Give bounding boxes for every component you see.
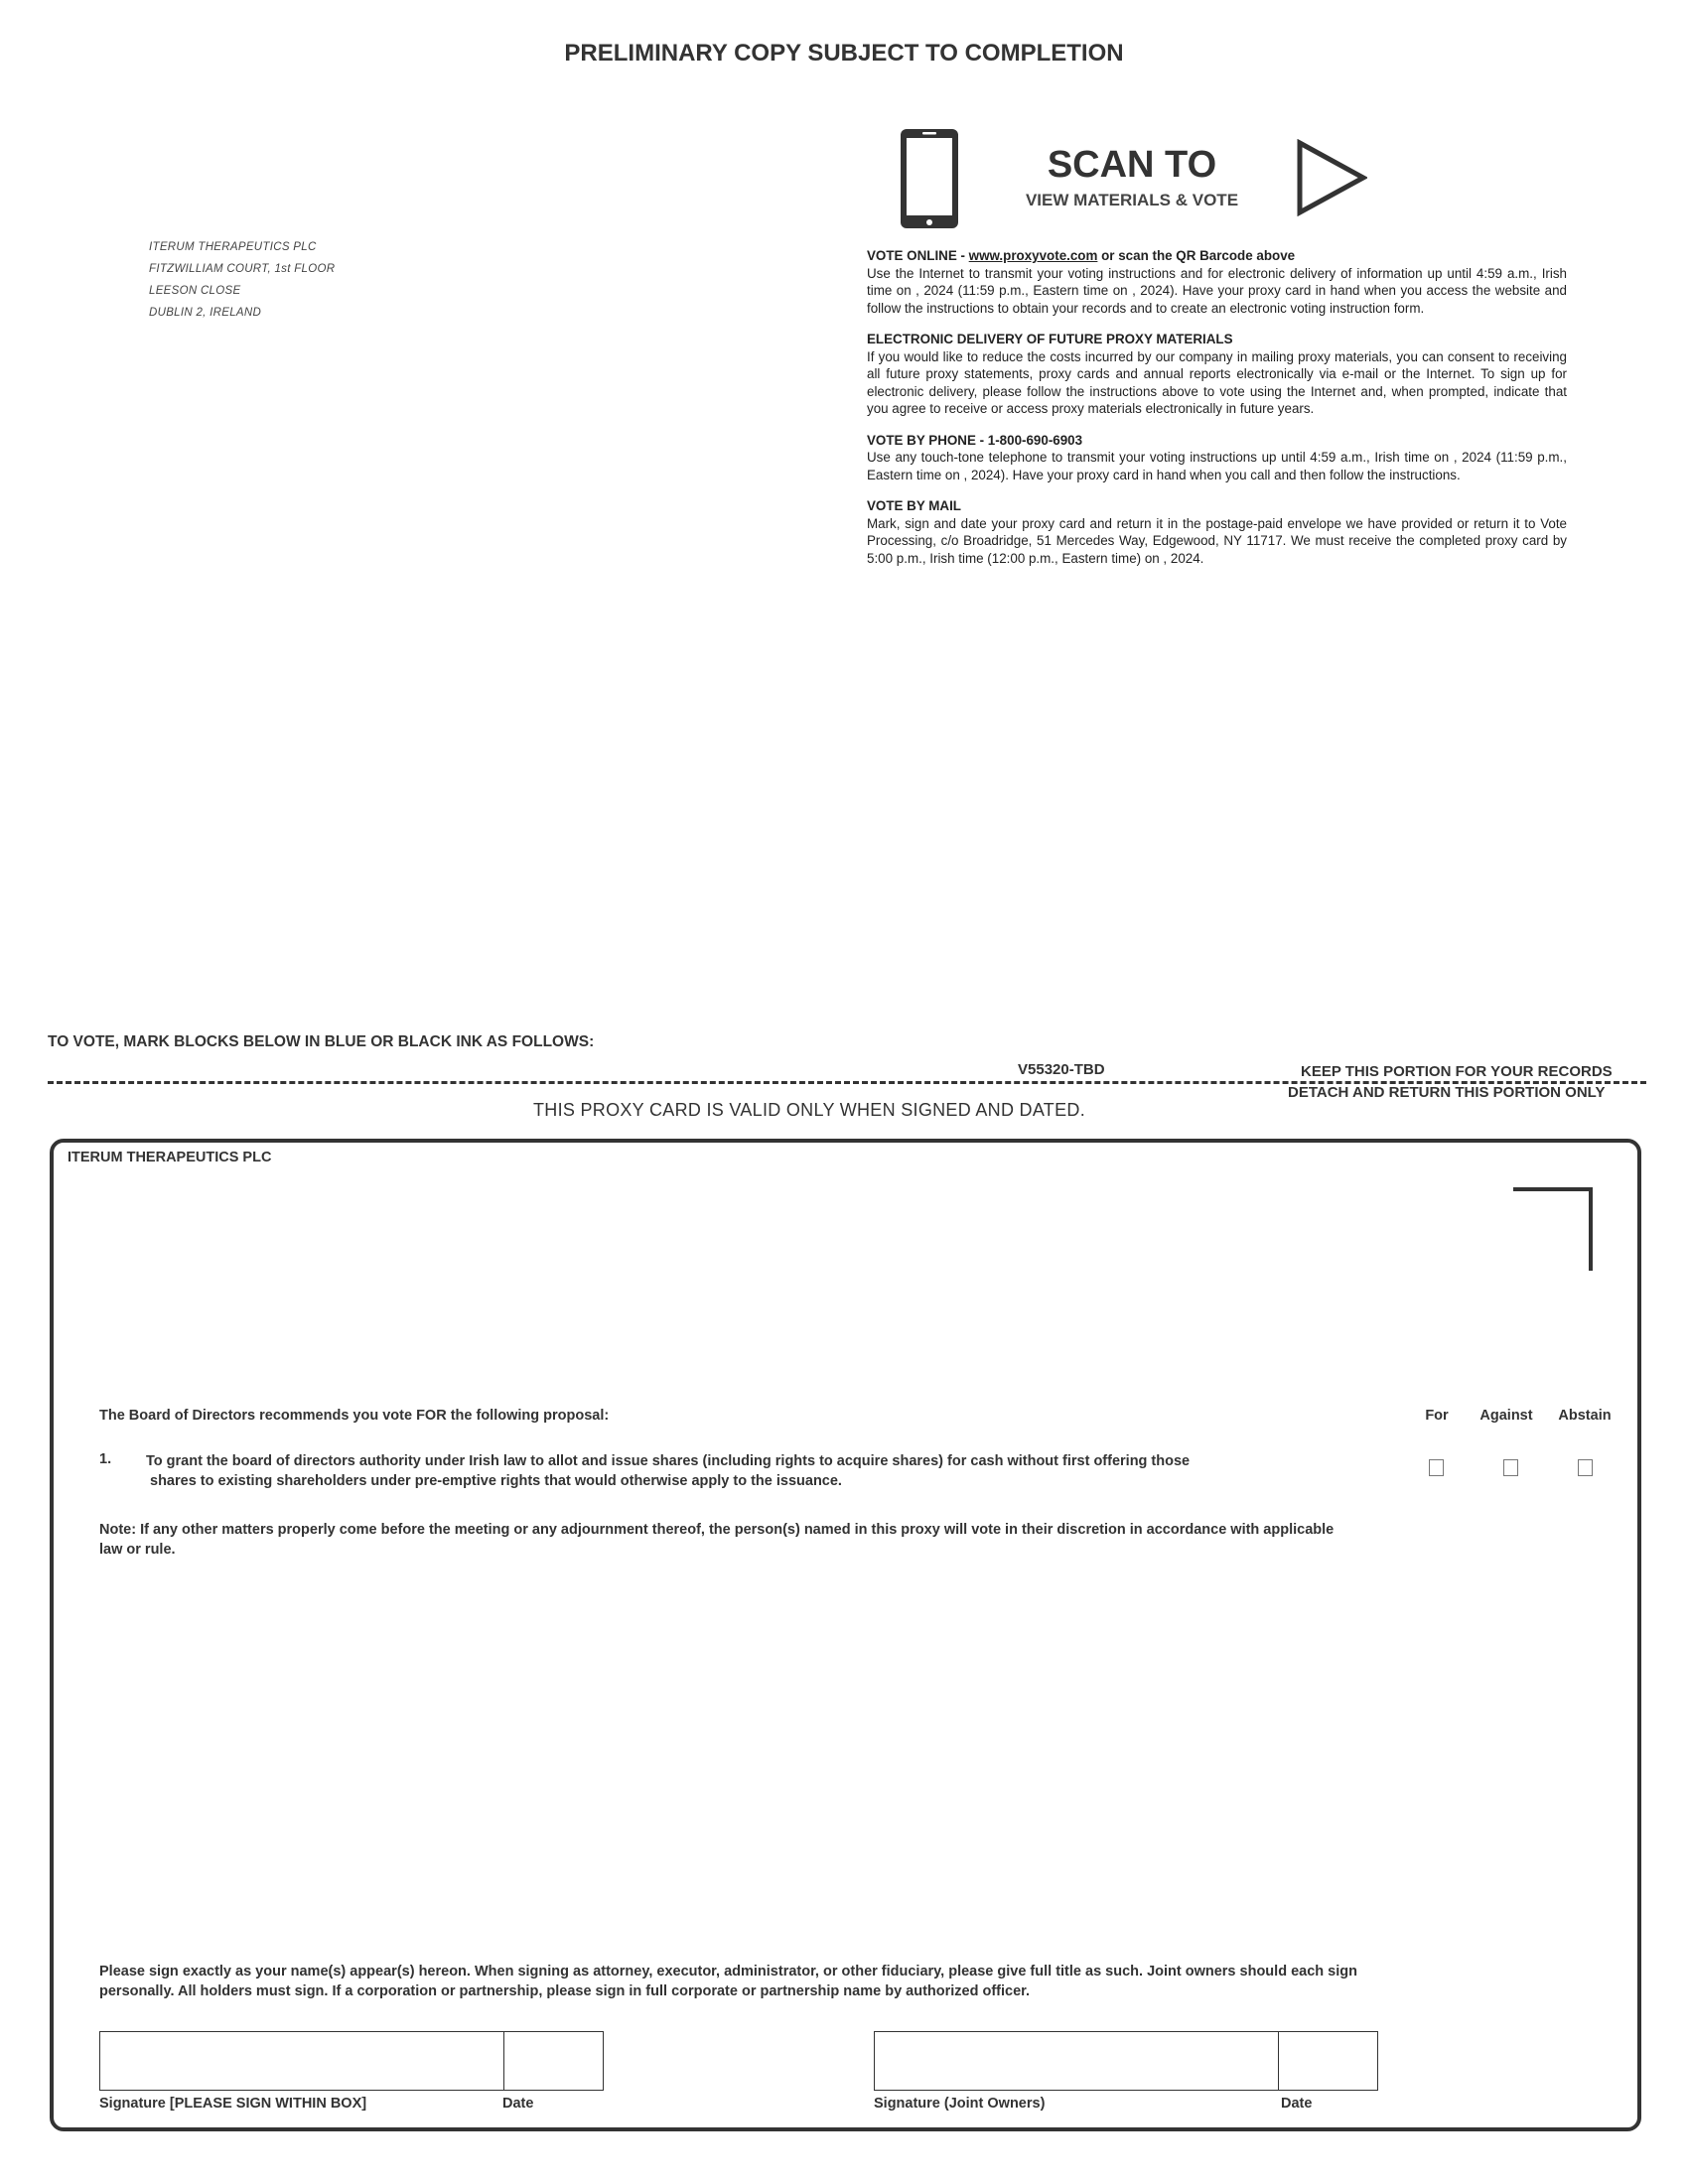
heading-suffix: or scan the QR Barcode above xyxy=(1097,248,1296,263)
joint-date-label: Date xyxy=(1281,2096,1313,2112)
column-header-for: For xyxy=(1425,1408,1449,1424)
electronic-delivery-heading: ELECTRONIC DELIVERY OF FUTURE PROXY MATERIALS xyxy=(867,332,1233,346)
signature-box xyxy=(99,2031,604,2091)
heading-prefix: VOTE ONLINE - xyxy=(867,248,969,263)
note-body: If any other matters properly come before the meeting or any adjournment thereof, the person(s) named in this proxy will vote in their discretion in accordance with applicable law or rule. xyxy=(99,1522,1335,1558)
board-recommendation: The Board of Directors recommends you vote FOR the following proposal: xyxy=(99,1408,610,1424)
vote-for-checkbox[interactable] xyxy=(1429,1459,1444,1476)
column-header-against: Against xyxy=(1479,1408,1533,1424)
keep-portion-label: KEEP THIS PORTION FOR YOUR RECORDS xyxy=(1301,1063,1613,1080)
joint-signature-label: Signature (Joint Owners) xyxy=(874,2096,1046,2112)
address-line: LEESON CLOSE xyxy=(149,285,241,297)
joint-date-field[interactable] xyxy=(1279,2032,1377,2090)
control-code: V55320-TBD xyxy=(1018,1061,1105,1078)
card-company-name: ITERUM THERAPEUTICS PLC xyxy=(68,1150,272,1165)
proposal-line: To grant the board of directors authority under Irish law to allot and issue shares (including rights to acquire shares) for cash without first offering those xyxy=(146,1453,1191,1469)
joint-signature-box xyxy=(874,2031,1378,2091)
signing-instructions: Please sign exactly as your name(s) appear(s) hereon. When signing as attorney, executor, administrator, or other fiduciary, please give full title as such. Joint owners should each sign personally. All holders must sign. If a corporation or partnership, please sign in full corporate or partnership name by authorized officer. xyxy=(99,1964,1357,1999)
vote-phone-section xyxy=(867,432,1567,484)
scan-title: SCAN TO xyxy=(1047,144,1217,186)
proposal-line: shares to existing shareholders under pre-emptive rights that would otherwise apply to the issuance. xyxy=(150,1473,842,1489)
electronic-delivery-body: If you would like to reduce the costs incurred by our company in mailing proxy materials, you can consent to receiving all future proxy statements, proxy cards and annual reports electronically via e-mail or the Internet. To sign up for electronic delivery, please follow the instructions above to vote using the Internet and, when prompted, indicate that you agree to receive or access proxy materials electronically in future years. xyxy=(867,348,1567,416)
vote-mail-body: Mark, sign and date your proxy card and return it in the postage-paid envelope we have provided or return it to Vote Processing, c/o Broadridge, 51 Mercedes Way, Edgewood, NY 11717. We must receive the completed proxy card by 5:00 p.m., Irish time (12:00 p.m., Eastern time) on , 2024. xyxy=(867,515,1567,566)
detach-portion-label: DETACH AND RETURN THIS PORTION ONLY xyxy=(1288,1084,1606,1101)
voting-instructions xyxy=(867,247,1567,581)
vote-mail-section xyxy=(867,497,1567,567)
corner-mark-icon xyxy=(1513,1187,1593,1271)
address-line: DUBLIN 2, IRELAND xyxy=(149,307,262,319)
vote-phone-body: Use any touch-tone telephone to transmit your voting instructions up until 4:59 a.m., Irish time on , 2024 (11:59 p.m., Eastern time on , 2024). Have your proxy card in hand when you call and then follow the instructions. xyxy=(867,450,1567,482)
vote-online-body: Use the Internet to transmit your voting instructions and for electronic delivery of information up until 4:59 a.m., Irish time on , 2024 (11:59 p.m., Eastern time on , 2024). Have your proxy card in hand when you access the website and follow the instructions to obtain your records and to create an electronic voting instruction form. xyxy=(867,265,1567,316)
page-title: PRELIMINARY COPY SUBJECT TO COMPLETION xyxy=(564,40,1124,67)
vote-mail-heading: VOTE BY MAIL xyxy=(867,498,961,513)
to-vote-instruction: TO VOTE, MARK BLOCKS BELOW IN BLUE OR BLACK INK AS FOLLOWS: xyxy=(48,1033,595,1050)
proposal-number: 1. xyxy=(99,1451,112,1467)
proposal-text xyxy=(146,1451,1347,1491)
joint-signature-field[interactable] xyxy=(875,2032,1279,2090)
address-line: ITERUM THERAPEUTICS PLC xyxy=(149,241,317,253)
note-label: Note: xyxy=(99,1522,137,1538)
play-arrow-icon xyxy=(1296,139,1367,216)
column-header-abstain: Abstain xyxy=(1558,1408,1612,1424)
address-line: FITZWILLIAM COURT, 1st FLOOR xyxy=(149,263,336,275)
validity-notice: THIS PROXY CARD IS VALID ONLY WHEN SIGNED AND DATED. xyxy=(532,1100,1086,1120)
mailing-address xyxy=(149,236,546,324)
proxyvote-link[interactable]: www.proxyvote.com xyxy=(968,248,1098,263)
vote-online-heading xyxy=(867,247,1567,265)
signature-label: Signature [PLEASE SIGN WITHIN BOX] xyxy=(99,2096,367,2112)
vote-online-section xyxy=(867,247,1567,317)
vote-against-checkbox[interactable] xyxy=(1503,1459,1518,1476)
electronic-delivery-section xyxy=(867,331,1567,418)
date-label: Date xyxy=(502,2096,534,2112)
signature-field[interactable] xyxy=(100,2032,504,2090)
scan-subtitle: VIEW MATERIALS & VOTE xyxy=(1025,191,1239,209)
smartphone-icon xyxy=(899,127,960,230)
note-text xyxy=(99,1520,1360,1560)
vote-abstain-checkbox[interactable] xyxy=(1578,1459,1593,1476)
vote-phone-heading: VOTE BY PHONE - 1-800-690-6903 xyxy=(867,432,1083,448)
date-field[interactable] xyxy=(504,2032,603,2090)
